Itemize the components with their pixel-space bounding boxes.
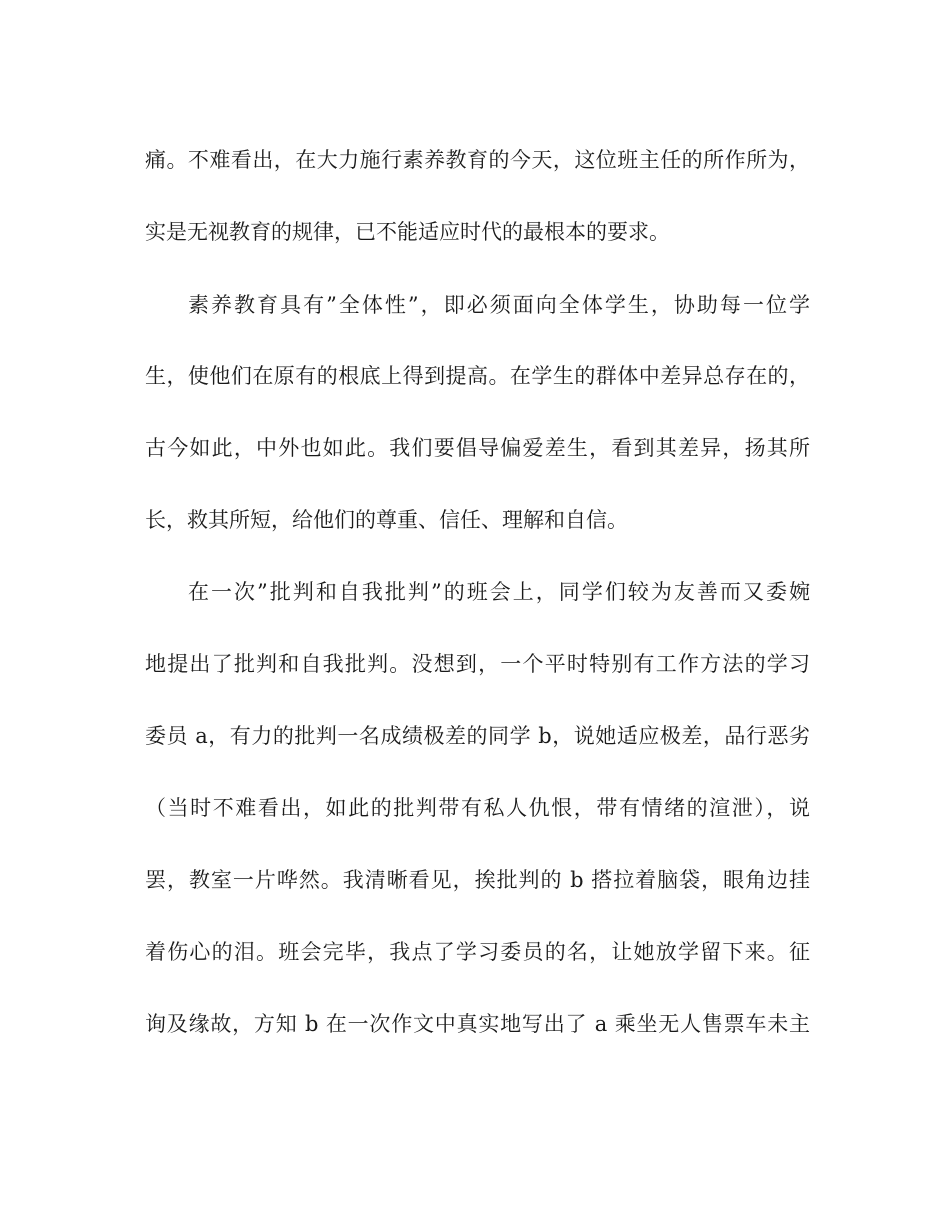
- paragraph-start-line: 在一次”批判和自我批判”的班会上，同学们较为友善而又委婉: [188, 580, 810, 604]
- text-line-6: 长，救其所短，给他们的尊重、信任、理解和自信。: [145, 508, 628, 532]
- text-line-13: 询及缘故，方知 b 在一次作文中真实地写出了 a 乘坐无人售票车未主: [145, 1012, 810, 1036]
- text-line-10: （当时不难看出，如此的批判带有私人仇恨，带有情绪的渲泄），说: [145, 796, 810, 820]
- text-line-8: 地提出了批判和自我批判。没想到，一个平时特别有工作方法的学习: [145, 652, 810, 676]
- text-line-1: 痛。不难看出，在大力施行素养教育的今天，这位班主任的所作所为，: [145, 148, 810, 172]
- paragraph-start-line: 素养教育具有”全体性”，即必须面向全体学生，协助每一位学: [188, 293, 810, 317]
- text-line-2: 实是无视教育的规律，已不能适应时代的最根本的要求。: [145, 220, 670, 244]
- text-line-5: 古今如此，中外也如此。我们要倡导偏爱差生，看到其差异，扬其所: [145, 436, 810, 460]
- text-line-12: 着伤心的泪。班会完毕，我点了学习委员的名，让她放学留下来。征: [145, 940, 810, 964]
- text-line-4: 生，使他们在原有的根底上得到提高。在学生的群体中差异总存在的，: [145, 364, 810, 388]
- text-line-9: 委员 a，有力的批判一名成绩极差的同学 b，说她适应极差，品行恶劣: [145, 724, 810, 748]
- text-line-11: 罢，教室一片哗然。我清晰看见，挨批判的 b 搭拉着脑袋，眼角边挂: [145, 868, 810, 892]
